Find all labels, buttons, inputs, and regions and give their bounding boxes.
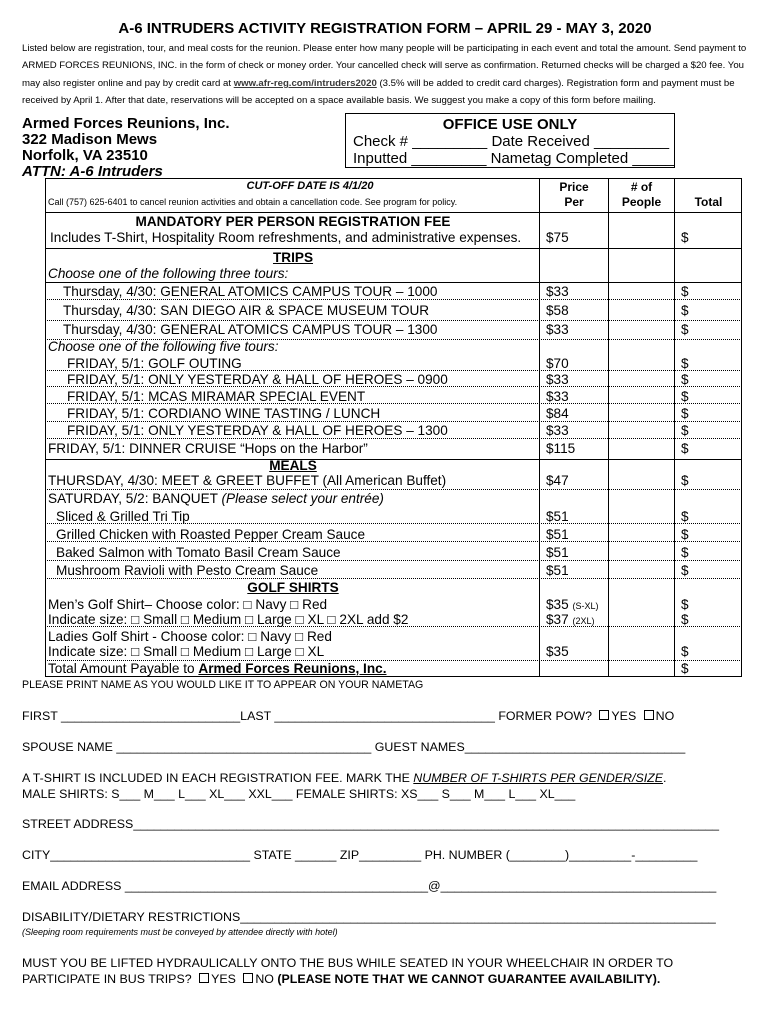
header-price: Price bbox=[559, 180, 589, 194]
entree-price: $51 bbox=[546, 509, 569, 524]
trips-heading: TRIPS bbox=[272, 250, 314, 265]
trip-price: $33 bbox=[546, 284, 569, 299]
entree-row: Mushroom Ravioli with Pesto Cream Sauce bbox=[56, 563, 319, 578]
trip-total[interactable]: $ bbox=[681, 372, 689, 387]
mandatory-total[interactable]: $ bbox=[681, 230, 689, 245]
address-line-3: Norfolk, VA 23510 bbox=[22, 147, 148, 164]
trip-price: $58 bbox=[546, 303, 569, 318]
trip-row: FRIDAY, 5/1: MCAS MIRAMAR SPECIAL EVENT bbox=[67, 389, 366, 404]
cruise-price: $115 bbox=[546, 441, 576, 456]
mens-price-sxl: $35 (S-XL) bbox=[546, 597, 599, 612]
trip-price: $33 bbox=[546, 423, 569, 438]
nametag-note: PLEASE PRINT NAME AS YOU WOULD LIKE IT TO APPEAR ON YOUR NAMETAG bbox=[22, 679, 424, 691]
trip-row: FRIDAY, 5/1: ONLY YESTERDAY & HALL OF HEROES – 0900 bbox=[67, 372, 448, 387]
wheelchair-answer-row[interactable]: PARTICIPATE IN BUS TRIPS? YES NO (PLEASE NOTE THAT WE CANNOT GUARANTEE AVAILABILITY). bbox=[22, 972, 661, 986]
sleeping-room-note: (Sleeping room requirements must be conveyed by attendee directly with hotel) bbox=[22, 927, 338, 937]
mens-total-1[interactable]: $ bbox=[681, 597, 689, 612]
trip-total[interactable]: $ bbox=[681, 406, 689, 421]
email-field[interactable]: EMAIL ADDRESS ____________________________________________@________________________________________ bbox=[22, 879, 717, 893]
mens-price-2xl: $37 (2XL) bbox=[546, 612, 595, 627]
meals-heading: MEALS bbox=[269, 458, 317, 473]
total-payable-row: Total Amount Payable to Armed Forces Reunions, Inc. bbox=[48, 661, 387, 676]
trip-row: FRIDAY, 5/1: CORDIANO WINE TASTING / LUNCH bbox=[67, 406, 381, 421]
meet-greet-total[interactable]: $ bbox=[681, 473, 689, 488]
trip-total[interactable]: $ bbox=[681, 303, 689, 318]
trip-total[interactable]: $ bbox=[681, 423, 689, 438]
address-line-2: 322 Madison Mews bbox=[22, 131, 158, 148]
entree-total[interactable]: $ bbox=[681, 545, 689, 560]
mandatory-desc: Includes T-Shirt, Hospitality Room refreshments, and administrative expenses. bbox=[50, 230, 522, 245]
header-num: # of bbox=[630, 180, 653, 194]
spouse-guest-row[interactable]: SPOUSE NAME _____________________________________ GUEST NAMES________________________________ bbox=[22, 740, 686, 754]
entree-price: $51 bbox=[546, 563, 569, 578]
entree-price: $51 bbox=[546, 527, 569, 542]
meet-greet-price: $47 bbox=[546, 473, 569, 488]
trip-price: $33 bbox=[546, 389, 569, 404]
wheelchair-yes-checkbox[interactable] bbox=[199, 973, 209, 983]
address-attn: ATTN: A-6 Intruders bbox=[22, 163, 163, 180]
trip-price: $33 bbox=[546, 372, 569, 387]
ladies-total[interactable]: $ bbox=[681, 644, 689, 659]
meet-greet-row: THURSDAY, 4/30: MEET & GREET BUFFET (All American Buffet) bbox=[48, 473, 447, 488]
mens-total-2[interactable]: $ bbox=[681, 612, 689, 627]
grand-total[interactable]: $ bbox=[681, 661, 689, 676]
pow-yes-checkbox[interactable] bbox=[599, 710, 609, 720]
trip-row: Thursday, 4/30: GENERAL ATOMICS CAMPUS TOUR – 1300 bbox=[63, 322, 438, 337]
pow-no-checkbox[interactable] bbox=[644, 710, 654, 720]
trip-total[interactable]: $ bbox=[681, 389, 689, 404]
trips-choose-three: Choose one of the following three tours: bbox=[48, 266, 289, 281]
entree-price: $51 bbox=[546, 545, 569, 560]
office-heading: OFFICE USE ONLY bbox=[442, 116, 578, 133]
entree-row: Grilled Chicken with Roasted Pepper Cream Sauce bbox=[56, 527, 366, 542]
mens-color-row[interactable]: Men’s Golf Shirt– Choose color: □ Navy □ Red bbox=[48, 597, 328, 612]
cutoff-date: CUT-OFF DATE IS 4/1/20 bbox=[246, 180, 374, 192]
header-people: People bbox=[621, 195, 662, 209]
golf-shirts-heading: GOLF SHIRTS bbox=[247, 580, 339, 595]
entree-row: Baked Salmon with Tomato Basil Cream Sauce bbox=[56, 545, 341, 560]
trip-price: $84 bbox=[546, 406, 569, 421]
trips-choose-five: Choose one of the following five tours: bbox=[48, 339, 279, 354]
entree-total[interactable]: $ bbox=[681, 563, 689, 578]
street-address-field[interactable]: STREET ADDRESS_____________________________________________________________________________________ bbox=[22, 817, 720, 831]
ladies-size-row[interactable]: Indicate size: □ Small □ Medium □ Large □ XL bbox=[48, 644, 325, 659]
wheelchair-question: MUST YOU BE LIFTED HYDRAULICALLY ONTO THE BUS WHILE SEATED IN YOUR WHEELCHAIR IN ORDER TO bbox=[22, 956, 674, 970]
tshirt-sizes-row[interactable]: MALE SHIRTS: S___ M___ L___ XL___ XXL___ FEMALE SHIRTS: XS___ S___ M___ L___ XL___ bbox=[22, 787, 576, 801]
form-title: A-6 INTRUDERS ACTIVITY REGISTRATION FORM – APRIL 29 - MAY 3, 2020 bbox=[118, 20, 652, 37]
trip-row: Thursday, 4/30: SAN DIEGO AIR & SPACE MUSEUM TOUR bbox=[63, 303, 430, 318]
trip-price: $33 bbox=[546, 322, 569, 337]
registration-link[interactable]: www.afr-reg.com/intruders2020 bbox=[233, 77, 377, 89]
trip-row: Thursday, 4/30: GENERAL ATOMICS CAMPUS TOUR – 1000 bbox=[63, 284, 438, 299]
entree-total[interactable]: $ bbox=[681, 509, 689, 524]
mandatory-heading: MANDATORY PER PERSON REGISTRATION FEE bbox=[135, 214, 451, 229]
mandatory-price: $75 bbox=[546, 230, 569, 245]
tshirt-note: A T-SHIRT IS INCLUDED IN EACH REGISTRATION FEE. MARK THE NUMBER OF T-SHIRTS PER GENDER/SIZE. bbox=[22, 771, 667, 785]
trip-row: FRIDAY, 5/1: GOLF OUTING bbox=[67, 356, 242, 371]
trip-total[interactable]: $ bbox=[681, 322, 689, 337]
header-per: Per bbox=[564, 195, 584, 209]
trip-total[interactable]: $ bbox=[681, 356, 689, 371]
ladies-price: $35 bbox=[546, 644, 569, 659]
entree-row: Sliced & Grilled Tri Tip bbox=[56, 509, 190, 524]
banquet-row: SATURDAY, 5/2: BANQUET (Please select your entrée) bbox=[48, 491, 384, 506]
mens-size-row[interactable]: Indicate size: □ Small □ Medium □ Large □ XL □ 2XL add $2 bbox=[48, 612, 409, 627]
office-line-2: Inputted _________ Nametag Completed _____ bbox=[353, 150, 675, 167]
trip-row: FRIDAY, 5/1: ONLY YESTERDAY & HALL OF HEROES – 1300 bbox=[67, 423, 448, 438]
header-total: Total bbox=[694, 195, 723, 209]
cruise-total[interactable]: $ bbox=[681, 441, 689, 456]
office-use-box bbox=[345, 113, 675, 168]
name-row[interactable]: FIRST __________________________LAST ________________________________ FORMER POW? YES NO bbox=[22, 709, 675, 723]
cancellation-note: Call (757) 625-6401 to cancel reunion activities and obtain a cancellation code. See program for policy. bbox=[48, 197, 458, 207]
address-line-1: Armed Forces Reunions, Inc. bbox=[22, 115, 230, 132]
city-state-zip-phone-row[interactable]: CITY_____________________________ STATE ______ ZIP_________ PH. NUMBER (________)_________-_________ bbox=[22, 848, 698, 862]
ladies-color-row[interactable]: Ladies Golf Shirt - Choose color: □ Navy □ Red bbox=[48, 629, 332, 644]
disability-field[interactable]: DISABILITY/DIETARY RESTRICTIONS_____________________________________________________________________ bbox=[22, 910, 716, 924]
cruise-row: FRIDAY, 5/1: DINNER CRUISE “Hops on the Harbor” bbox=[48, 441, 368, 456]
entree-total[interactable]: $ bbox=[681, 527, 689, 542]
office-line-1: Check # _________ Date Received _________ bbox=[353, 133, 670, 150]
intro-paragraph: Listed below are registration, tour, and meal costs for the reunion. Please enter how many people will be participating in each event and total the amount. Send payment to ARMED FORCES REUNIONS, INC. in the form of check or money order. Your cancelled check will serve as confirmation. Returned checks will be charged a $20 fee. You may also register online and pay by credit card at www.afr-reg.com/intruders2020 (3.5% will be added to credit card charges). Registration form and payment must be received by April 1. After that date, reservations will be accepted on a space available basis. We suggest you make a copy of this form before mailing. bbox=[22, 43, 747, 107]
trip-total[interactable]: $ bbox=[681, 284, 689, 299]
trip-price: $70 bbox=[546, 356, 569, 371]
wheelchair-no-checkbox[interactable] bbox=[243, 973, 253, 983]
